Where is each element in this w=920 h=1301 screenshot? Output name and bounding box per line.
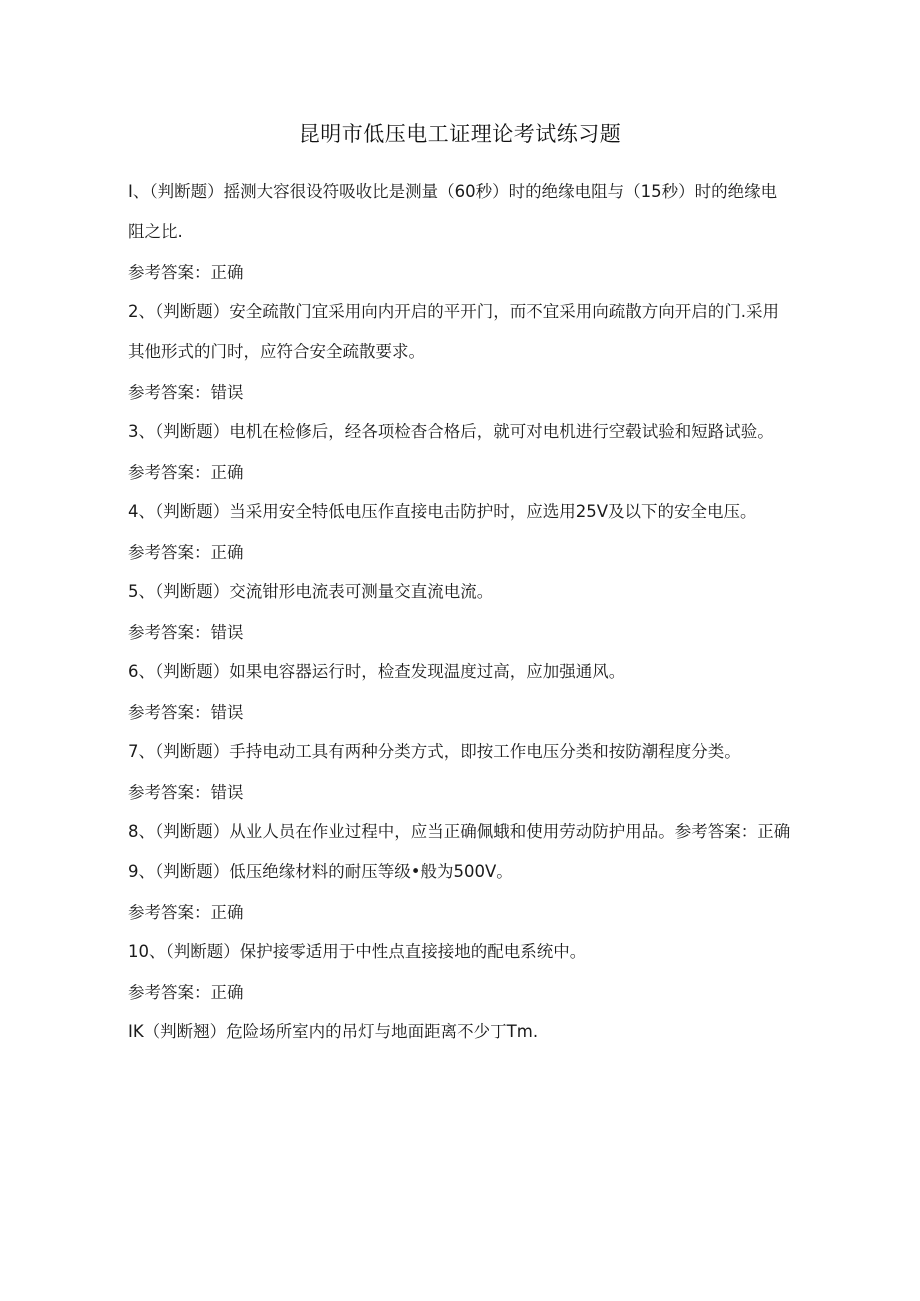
question-text: 6、（判断题）如果电容器运行时，检查发现温度过高，应加强通风。 bbox=[128, 662, 626, 681]
question-item bbox=[128, 572, 792, 652]
question-text: 8、（判断题）从业人员在作业过程中，应当正确佩蛾和使用劳动防护用品。参考答案：正确 bbox=[128, 822, 791, 841]
answer-text: 参考答案：正确 bbox=[128, 263, 244, 282]
question-item bbox=[128, 812, 792, 852]
question-item bbox=[128, 732, 792, 812]
question-text: 5、（判断题）交流钳形电流表可测量交直流电流。 bbox=[128, 582, 494, 601]
question-list bbox=[128, 172, 792, 1052]
question-text: 7、（判断题）手持电动工具有两种分类方式，即按工作电压分类和按防潮程度分类。 bbox=[128, 742, 741, 761]
answer-text: 参考答案：错误 bbox=[128, 623, 244, 642]
question-item bbox=[128, 852, 792, 932]
question-text: 10、（判断题）保护接零适用于中性点直接接地的配电系统中。 bbox=[128, 942, 587, 961]
question-text: 2、（判断题）安全疏散门宜采用向内开启的平开门，而不宜采用向疏散方向开启的门.采用其他形式的门时，应符合安全疏散要求。 bbox=[128, 302, 779, 361]
document-title: 昆明市低压电工证理论考试练习题 bbox=[298, 122, 622, 146]
answer-text: 参考答案：错误 bbox=[128, 383, 244, 402]
question-text: IK（判断翘）危险场所室内的吊灯与地面距离不少丁Tm. bbox=[128, 1022, 539, 1041]
question-text: I、（判断题）摇测大容很设符吸收比是测量（60秒）时的绝缘电阻与（15秒）时的绝缘电阻之比. bbox=[128, 182, 778, 241]
question-item bbox=[128, 1012, 792, 1052]
question-item bbox=[128, 492, 792, 572]
answer-text: 参考答案：正确 bbox=[128, 903, 244, 922]
answer-text: 参考答案：正确 bbox=[128, 463, 244, 482]
answer-text: 参考答案：正确 bbox=[128, 543, 244, 562]
question-text: 9、（判断题）低压绝缘材料的耐压等级•般为500V。 bbox=[128, 862, 513, 881]
question-item bbox=[128, 172, 792, 292]
question-item bbox=[128, 652, 792, 732]
answer-text: 参考答案：正确 bbox=[128, 983, 244, 1002]
question-item bbox=[128, 932, 792, 1012]
question-text: 3、（判断题）电机在检修后，经各项检杳合格后，就可对电机进行空毂试验和短路试验。 bbox=[128, 422, 774, 441]
answer-text: 参考答案：错误 bbox=[128, 703, 244, 722]
answer-text: 参考答案：错误 bbox=[128, 783, 244, 802]
question-item bbox=[128, 412, 792, 492]
question-text: 4、（判断题）当采用安全特低电压作直接电击防护时，应选用25V及以下的安全电压。 bbox=[128, 502, 757, 521]
question-item bbox=[128, 292, 792, 412]
